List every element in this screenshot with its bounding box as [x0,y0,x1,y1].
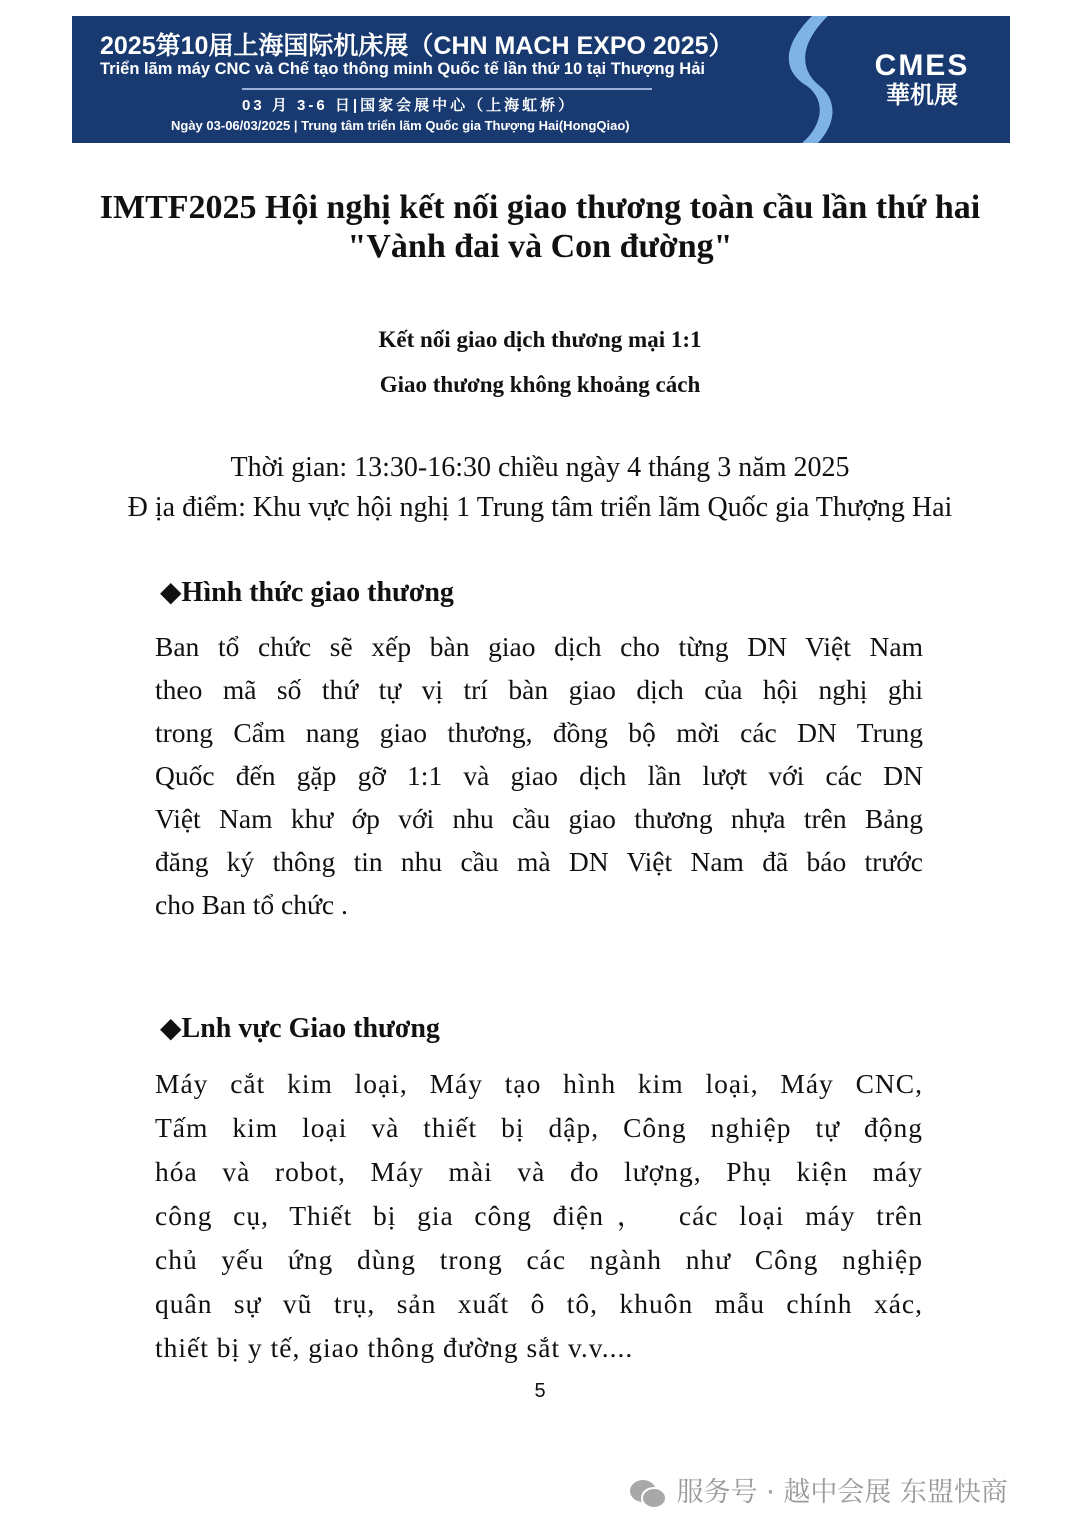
text-line: cho Ban tổ chức . [155,889,348,920]
section-paragraph-fields [155,1062,923,1370]
banner-title-vi: Triển lãm máy CNC và Chế tạo thông minh Quốc tế lần thứ 10 tại Thượng Hải [100,60,705,78]
text-line: Máy cắt kim loại, Máy tạo hình kim loại, Máy CNC, [155,1068,923,1099]
wechat-icon [628,1478,668,1510]
text-line: Việt Nam khư ớp với nhu cầu giao thương nhựa trên Bảng [155,803,923,834]
watermark-text: 服务号 · 越中会展 东盟快商 [676,1477,1008,1508]
logo-text: CMES [874,49,970,82]
document-title [0,188,1080,266]
event-location: Đ ịa điểm: Khu vực hội nghị 1 Trung tâm triển lãm Quốc gia Thượng Hai [127,492,953,523]
text-line: Ban tổ chức sẽ xếp bàn giao dịch cho từng DN Việt Nam [155,631,923,662]
subtitle-2: Giao thương không khoảng cách [379,372,701,397]
banner-date-cn: 03 月 3-6 日|国家会展中心（上海虹桥） [242,97,577,114]
text-line: chủ yếu ứng dùng trong các ngành như Công nghiệp [155,1244,923,1275]
section-paragraph-format [155,625,923,926]
text-line: Tấm kim loại và thiết bị dập, Công nghiệp tự động [155,1112,923,1143]
title-line-1: IMTF2025 Hội nghị kết nối giao thương toàn cầu lần thứ hai [99,189,981,226]
watermark [628,1470,1008,1510]
section-heading-fields: ◆Lnh vực Giao thương [160,1013,440,1044]
text-line: Quốc đến gặp gỡ 1:1 và giao dịch lần lượt với các DN [155,760,923,791]
banner-date-vi: Ngày 03-06/03/2025 | Trung tâm triển lãm Quốc gia Thượng Hai(HongQiao) [171,118,630,133]
logo-cn: 華机展 [886,82,958,109]
wave-decoration-icon [772,16,852,143]
subtitle-1: Kết nối giao dịch thương mại 1:1 [378,327,702,352]
expo-banner [72,16,1010,143]
text-line: đăng ký thông tin nhu cầu mà DN Việt Nam đã báo trước [155,846,923,877]
page-number: 5 [534,1380,546,1402]
text-line: thiết bị y tế, giao thông đường sắt v.v.... [155,1332,634,1363]
banner-title-cn: 2025第10届上海国际机床展（CHN MACH EXPO 2025） [100,32,734,60]
text-line: công cụ, Thiết bị gia công điện， các loại máy trên [155,1200,923,1231]
event-time: Thời gian: 13:30-16:30 chiều ngày 4 tháng 3 năm 2025 [230,452,850,483]
text-line: hóa và robot, Máy mài và đo lượng, Phụ kiện máy [155,1156,923,1187]
cmes-logo [862,50,982,110]
text-line: theo mã số thứ tự vị trí bàn giao dịch của hội nghị ghi [155,674,923,705]
text-line: quân sự vũ trụ, sản xuất ô tô, khuôn mẫu chính xác, [155,1288,923,1319]
banner-divider [242,88,652,90]
title-line-2: "Vành đai và Con đường" [347,228,733,265]
section-heading-format: ◆Hình thức giao thương [160,577,454,608]
text-line: trong Cẩm nang giao thương, đồng bộ mời các DN Trung [155,717,923,748]
